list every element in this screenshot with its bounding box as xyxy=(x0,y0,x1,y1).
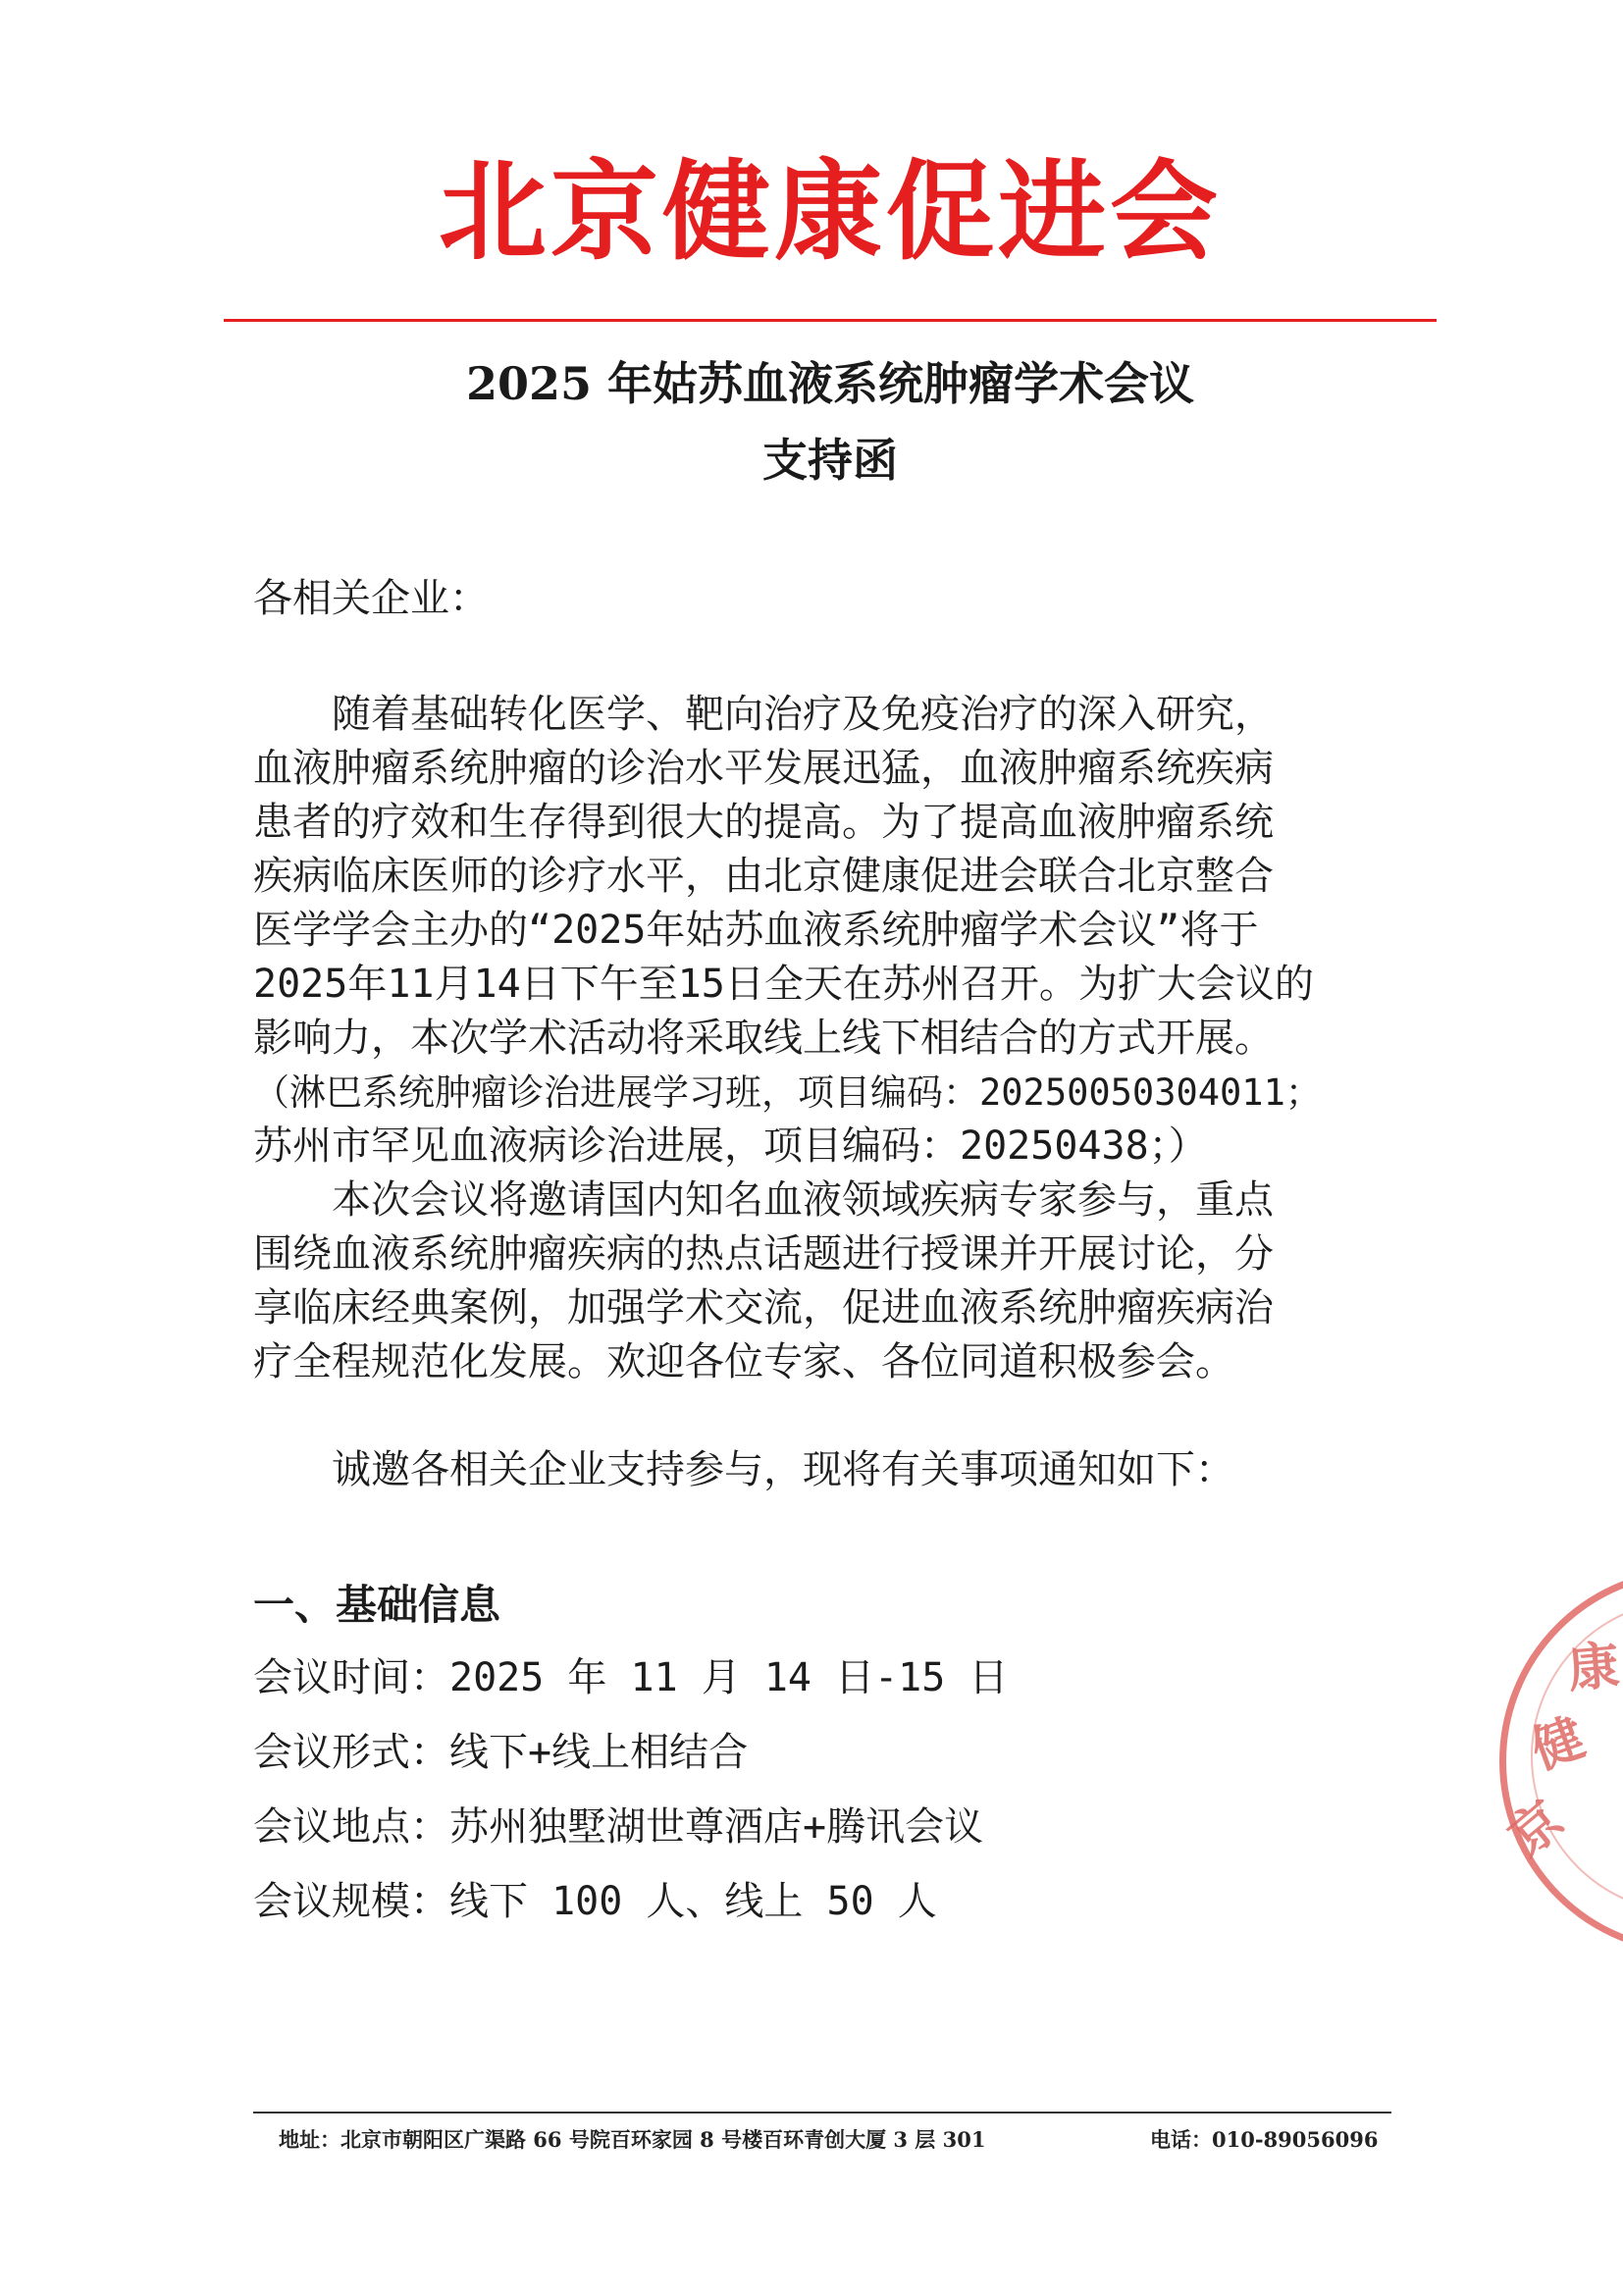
letterhead-org-name: 北京健康促进会 xyxy=(439,149,1222,275)
footer-phone: 电话：010-89056096 xyxy=(1150,2127,1379,2152)
paragraph-line: 本次会议将邀请国内知名血液领域疾病专家参与，重点 xyxy=(332,1177,1274,1223)
document-title-line1: 2025 年姑苏血液系统肿瘤学术会议 xyxy=(465,357,1195,410)
salutation: 各相关企业： xyxy=(253,576,489,621)
section-heading-basic-info: 一、基础信息 xyxy=(253,1581,501,1629)
info-row-format: 会议形式：线下+线上相结合 xyxy=(253,1730,749,1775)
info-row-scale: 会议规模：线下 100 人、线上 50 人 xyxy=(253,1879,937,1924)
paragraph-line: 享临床经典案例，加强学术交流，促进血液系统肿瘤疾病治 xyxy=(253,1285,1274,1331)
seal-char: 健 xyxy=(1524,1707,1593,1782)
paragraph-line: 随着基础转化医学、靶向治疗及免疫治疗的深入研究， xyxy=(332,692,1274,737)
footer-divider xyxy=(253,2112,1391,2113)
paragraph-line: 2025年11月14日下午至15日全天在苏州召开。为扩大会议的 xyxy=(253,962,1314,1007)
info-row-time: 会议时间：2025 年 11 月 14 日-15 日 xyxy=(253,1655,1009,1700)
paragraph-3 xyxy=(253,1443,1391,1497)
seal-char: 康 xyxy=(1565,1636,1622,1700)
paragraph-2 xyxy=(253,1174,1391,1389)
paragraph-1 xyxy=(253,688,1391,1174)
paragraph-line: 诚邀各相关企业支持参与，现将有关事项通知如下： xyxy=(332,1447,1234,1492)
paragraph-line: 影响力，本次学术活动将采取线上线下相结合的方式开展。 xyxy=(253,1016,1274,1061)
footer-address: 地址：北京市朝阳区广渠路 66 号院百环家园 8 号楼百环青创大厦 3 层 301 xyxy=(279,2127,986,2152)
paragraph-line: 疾病临床医师的诊疗水平，由北京健康促进会联合北京整合 xyxy=(253,854,1274,899)
paragraph-line: 围绕血液系统肿瘤疾病的热点话题进行授课并开展讨论，分 xyxy=(253,1231,1274,1277)
info-row-location: 会议地点：苏州独墅湖世尊酒店+腾讯会议 xyxy=(253,1804,984,1850)
letterhead-divider xyxy=(224,319,1437,322)
paragraph-line: 医学学会主办的“2025年姑苏血液系统肿瘤学术会议”将于 xyxy=(253,908,1259,953)
paragraph-line: 患者的疗效和生存得到很大的提高。为了提高血液肿瘤系统 xyxy=(253,800,1274,845)
paragraph-line: 苏州市罕见血液病诊治进展，项目编码：20250438；） xyxy=(253,1123,1208,1169)
paragraph-line: 血液肿瘤系统肿瘤的诊治水平发展迅猛，血液肿瘤系统疾病 xyxy=(253,746,1274,791)
seal-char: 京 xyxy=(1497,1790,1576,1868)
paragraph-line: 疗全程规范化发展。欢迎各位专家、各位同道积极参会。 xyxy=(253,1339,1234,1384)
document-title-line2: 支持函 xyxy=(762,434,898,487)
paragraph-line: （淋巴系统肿瘤诊治进展学习班，项目编码：20250050304011； xyxy=(253,1071,1322,1114)
